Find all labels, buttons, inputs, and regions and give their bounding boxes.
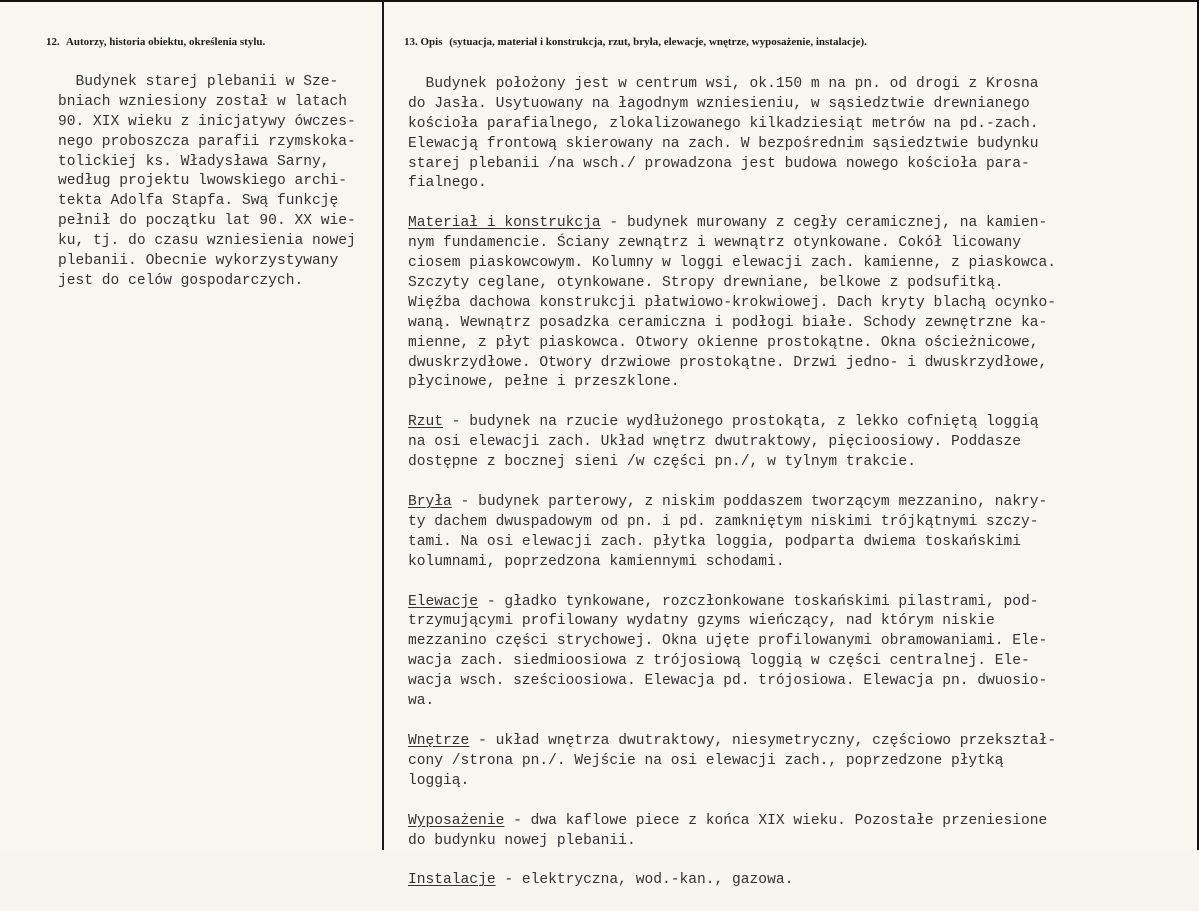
section-first-line [408,214,1188,234]
section-paragraph [408,413,1188,473]
section-line: tami. Na osi elewacji zach. płytka loggia, podparta dwiema toskańskimi [408,533,1022,550]
section-line: mezzanino części strychowej. Okna ujęte profilowanymi obramowaniami. Ele- [408,633,1048,650]
section-line: trzymującymi profilowany wydatny gzyms wieńczący, nad którym niskie [408,613,995,630]
section-line: do budynku nowej plebanii. [408,832,636,849]
section-line: wacja zach. siedmioosiowa z trójosiową loggią w części centralnej. Ele- [408,653,1030,670]
intro-line: fialnego. [408,175,487,192]
history-line: nego proboszcza parafii rzymskoka- [58,133,356,150]
section-first-line [408,732,1188,752]
intro-paragraph [408,75,1188,194]
left-column-header [46,36,265,48]
section-first-rest: - układ wnętrza dwutraktowy, niesymetryczny, częściowo przekształ- [469,732,1057,749]
section-line: Szczyty ceglane, otynkowane. Stropy drewniane, belkowe z podsufitką. [408,275,1004,292]
section-first-rest: - budynek parterowy, z niskim poddaszem tworzącym mezzanino, nakry- [451,494,1048,511]
history-line: jest do celów gospodarczych. [58,272,304,289]
section-keyword: Wnętrze [408,732,470,749]
intro-line: Elewacją frontową skierowany na zach. W bezpośrednim sąsiedztwie budynku [408,135,1039,152]
section-keyword: Elewacje [408,593,479,610]
section-line: wacja wsch. sześcioosiowa. Elewacja pd. trójosiowa. Elewacja pn. dwuosio- [408,673,1048,690]
history-line: tekta Adolfa Stapfa. Swą funkcję [58,193,339,210]
section-line: ciosem piaskowcowym. Kolumny w loggi elewacji zach. kamienne, z piaskowca. [408,255,1057,272]
section-first-rest: - budynek na rzucie wydłużonego prostokąta, z lekko cofniętą loggią [443,414,1039,431]
section-paragraph [408,812,1188,852]
section-keyword: Instalacje [408,872,496,889]
section-line: dostępne z bocznej sieni /w części pn./, w tylnym trakcie. [408,454,916,471]
history-line: plebanii. Obecnie wykorzystywany [58,253,339,270]
section-paragraph [408,214,1188,393]
history-line: tolickiej ks. Władysława Sarny, [58,153,330,170]
history-line: pełnił do początku lat 90. XX wie- [58,213,356,230]
section-first-rest: - gładko tynkowane, rozczłonkowane toskańskimi pilastrami, pod- [478,593,1039,610]
section-line: waną. Wewnątrz posadzka ceramiczna i podłogi białe. Schody zewnętrzne ka- [408,314,1048,331]
section-first-line [408,593,1188,613]
history-line: 90. XIX wieku z inicjatywy ówczes- [58,113,356,130]
history-line: według projektu lwowskiego archi- [58,173,348,190]
intro-line: Budynek położony jest w centrum wsi, ok.150 m na pn. od drogi z Krosna [408,76,1039,92]
section-keyword: Bryła [408,494,452,511]
section-line: na osi elewacji zach. Układ wnętrz dwutraktowy, pięcioosiowy. Poddasze [408,434,1022,451]
section-first-rest: - dwa kaflowe piece z końca XIX wieku. Pozostałe przeniesione [504,812,1048,829]
section-line: dwuskrzydłowe. Otwory drzwiowe prostokątne. Drzwi jedno- i dwuskrzydłowe, [408,354,1048,371]
column-divider [382,0,384,850]
section-first-rest: - elektryczna, wod.-kan., gazowa. [495,872,794,889]
section-paragraph [408,493,1188,573]
section-first-line [408,493,1188,513]
right-column-header [404,36,867,48]
intro-line: do Jasła. Usytuowany na łagodnym wzniesieniu, w sąsiedztwie drewnianego [408,95,1030,112]
history-line: Budynek starej plebanii w Sze- [58,74,339,90]
section-first-rest: - budynek murowany z cegły ceramicznej, na kamien- [600,215,1048,232]
left-header-title: Autorzy, historia obiektu, określenia stylu. [65,36,266,48]
right-header-number: 13. Opis [404,36,443,48]
section-keyword: Materiał i konstrukcja [408,215,601,232]
section-first-line [408,413,1188,433]
section-line: kolumnami, poprzedzona kamiennymi schodami. [408,553,785,570]
intro-line: kościoła parafialnego, zlokalizowanego kilkadziesiąt metrów na pd.-zach. [408,115,1039,132]
intro-line: starej plebanii /na wsch./ prowadzona jest budowa nowego kościoła para- [408,155,1030,172]
history-line: ku, tj. do czasu wzniesienia nowej [58,233,356,250]
history-text [58,73,376,292]
section-line: Więźba dachowa konstrukcji płatwiowo-krokwiowej. Dach kryty blachą ocynko- [408,294,1057,311]
section-keyword: Wyposażenie [408,812,505,829]
section-line: loggią. [408,772,470,789]
section-line: wa. [408,693,435,710]
section-first-line [408,812,1188,832]
history-line: bniach wzniesiony został w latach [58,93,348,110]
section-line: płycinowe, pełne i przeszklone. [408,374,680,391]
section-paragraph [408,593,1188,712]
description-sections [408,214,1188,891]
top-border [0,0,1199,2]
section-line: nym fundamencie. Ściany zewnątrz i wewnątrz otynkowane. Cokół licowany [408,235,1022,252]
right-header-title: (sytuacja, materiał i konstrukcja, rzut, bryła, elewacje, wnętrze, wyposażenie, instalacje). [449,36,867,48]
description-text [408,75,1188,911]
section-paragraph [408,871,1188,891]
section-line: mienne, z płyt piaskowca. Otwory okienne prostokątne. Okna ościeżnicowe, [408,334,1039,351]
section-line: ty dachem dwuspadowym od pn. i pd. zamkniętym niskimi trójkątnymi szczy- [408,513,1039,530]
section-keyword: Rzut [408,414,444,431]
left-header-number: 12. [46,36,60,48]
section-paragraph [408,732,1188,792]
section-first-line [408,871,1188,891]
section-line: cony /strona pn./. Wejście na osi elewacji zach., poprzedzone płytką [408,752,1004,769]
